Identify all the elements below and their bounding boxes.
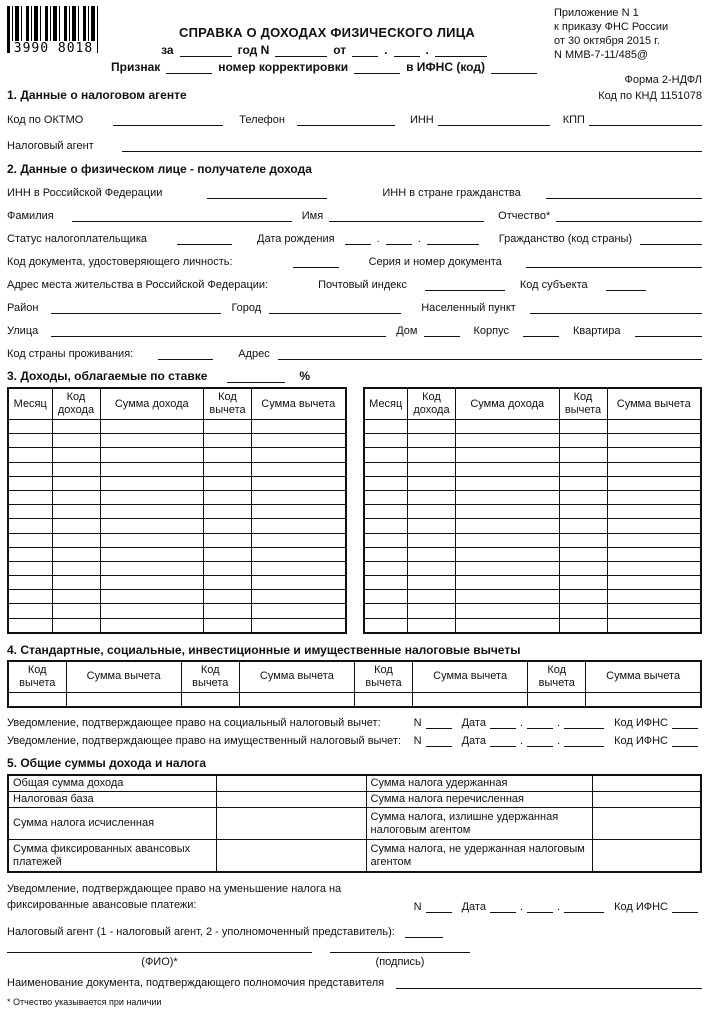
- label-percent: %: [299, 369, 311, 383]
- income-row: [8, 490, 346, 504]
- blank-doc-code: [293, 255, 339, 268]
- label-n: N: [413, 735, 422, 747]
- blank-date-y: [564, 734, 604, 747]
- income-row: [364, 533, 702, 547]
- income-row: [8, 448, 346, 462]
- notif-property-fields: [414, 734, 702, 747]
- label-n: N: [413, 717, 422, 729]
- label-patronymic: Отчество*: [498, 210, 551, 222]
- blank-building: [523, 324, 559, 337]
- row-inn: [7, 186, 702, 199]
- col-ded-code: Код вычета: [528, 661, 586, 693]
- blank-address: [278, 347, 702, 360]
- dot-2: .: [425, 43, 429, 57]
- blank-n: [426, 734, 452, 747]
- income-row: [8, 533, 346, 547]
- totals-label: Налоговая база: [8, 792, 216, 808]
- barcode: [7, 6, 100, 56]
- blank-date-y: [564, 900, 604, 913]
- notif-advance-fields: [414, 900, 702, 913]
- section3-title: 3. Доходы, облагаемые по ставке: [7, 369, 208, 383]
- row-country: [7, 347, 702, 360]
- label-date: Дата: [461, 717, 486, 729]
- label-country-code: Код страны проживания:: [7, 348, 134, 360]
- income-row: [364, 576, 702, 590]
- label-priznak: Признак: [111, 60, 161, 74]
- header: [7, 4, 702, 74]
- dot-10: .: [557, 900, 561, 913]
- label-za: за: [161, 43, 174, 57]
- label-korrekt: номер корректировки: [218, 60, 349, 74]
- income-row: [364, 476, 702, 490]
- totals-value: [216, 840, 366, 872]
- label-inn: ИНН: [409, 114, 434, 126]
- deductions-table: [7, 660, 702, 708]
- label-building: Корпус: [473, 325, 509, 337]
- blank-year2: [435, 44, 487, 57]
- income-row: [8, 505, 346, 519]
- label-oktmo: Код по ОКТМО: [7, 114, 84, 126]
- label-subject-code: Код субъекта: [519, 279, 588, 291]
- totals-label: Сумма налога перечисленная: [366, 792, 592, 808]
- blank-date-m: [527, 716, 553, 729]
- label-citizenship: Гражданство (код страны): [498, 233, 633, 245]
- col-deduct-code: Код вычета: [559, 388, 607, 420]
- label-street: Улица: [7, 325, 39, 337]
- signature-block: [330, 952, 470, 968]
- notif-advance-row: [7, 881, 702, 913]
- label-ifns-code: Код ИФНС: [614, 900, 668, 913]
- footnote: * Отчество указывается при наличии: [7, 996, 162, 1007]
- dot-8: .: [557, 735, 561, 747]
- fio-label: (ФИО)*: [141, 955, 178, 968]
- income-row: [8, 462, 346, 476]
- col-income-sum: Сумма дохода: [100, 388, 204, 420]
- income-table-left: [7, 387, 347, 634]
- annex-line-3: от 30 октября 2015 г.: [554, 35, 660, 47]
- blank-doc-name: [396, 976, 702, 989]
- income-row: [364, 462, 702, 476]
- fio-block: [7, 952, 312, 968]
- col-income-code: Код дохода: [52, 388, 100, 420]
- blank-citizenship: [640, 232, 702, 245]
- totals-label: Общая сумма дохода: [8, 775, 216, 792]
- label-ifns-code: Код ИФНС: [614, 735, 668, 747]
- blank-district: [51, 301, 221, 314]
- signature-label: (подпись): [375, 955, 425, 968]
- income-row: [8, 519, 346, 533]
- totals-row: [8, 808, 701, 840]
- page-title: СПРАВКА О ДОХОДАХ ФИЗИЧЕСКОГО ЛИЦА: [178, 25, 476, 40]
- income-row: [8, 561, 346, 575]
- col-ded-sum: Сумма вычета: [239, 661, 354, 693]
- income-row: [8, 420, 346, 434]
- income-row: [8, 618, 346, 633]
- label-doc-code: Код документа, удостоверяющего личность:: [7, 256, 233, 268]
- totals-value: [216, 792, 366, 808]
- label-status: Статус налогоплательщика: [7, 233, 148, 245]
- blank-n: [426, 900, 452, 913]
- col-deduct-code: Код вычета: [204, 388, 252, 420]
- label-postal: Почтовый индекс: [318, 279, 407, 291]
- label-ifns-code: Код ИФНС: [614, 717, 668, 729]
- notif-social-row: [7, 716, 702, 729]
- income-row: [364, 490, 702, 504]
- totals-value: [216, 808, 366, 840]
- totals-value: [592, 792, 701, 808]
- blank-doc-series: [526, 255, 702, 268]
- notif-advance-line1: Уведомление, подтверждающее право на уменьшение налога на: [7, 882, 342, 895]
- totals-value: [216, 775, 366, 792]
- agent-type-label: Налоговый агент (1 - налоговый агент, 2 - уполномоченный представитель):: [7, 925, 395, 938]
- blank-apartment: [635, 324, 702, 337]
- label-kpp: КПП: [562, 114, 585, 126]
- income-row: [8, 590, 346, 604]
- annex-line-2: к приказу ФНС России: [554, 21, 669, 33]
- blank-oktmo: [113, 113, 223, 126]
- annex-note: [554, 4, 702, 62]
- blank-inn-foreign: [546, 186, 702, 199]
- blank-n: [426, 716, 452, 729]
- row-agent-name: [7, 139, 702, 152]
- row-street: [7, 324, 702, 337]
- dot-5: .: [519, 717, 524, 729]
- blank-month: [394, 44, 420, 57]
- blank-date-d: [490, 900, 516, 913]
- blank-date-m: [527, 734, 553, 747]
- label-inn-foreign: ИНН в стране гражданства: [382, 187, 521, 199]
- col-ded-code: Код вычета: [355, 661, 413, 693]
- label-house: Дом: [396, 325, 418, 337]
- income-row: [364, 519, 702, 533]
- income-row: [8, 604, 346, 618]
- period-line: [100, 43, 554, 57]
- blank-birth-year: [427, 232, 479, 245]
- row-district: [7, 301, 702, 314]
- income-row: [8, 547, 346, 561]
- label-date: Дата: [461, 735, 486, 747]
- blank-birth-month: [386, 232, 412, 245]
- blank-surname: [72, 209, 292, 222]
- col-ded-sum: Сумма вычета: [413, 661, 528, 693]
- blank-subject-code: [606, 278, 646, 291]
- income-row: [364, 604, 702, 618]
- income-row: [8, 476, 346, 490]
- col-month: Месяц: [8, 388, 52, 420]
- blank-street: [51, 324, 386, 337]
- section2-title: 2. Данные о физическом лице - получателе дохода: [7, 162, 312, 176]
- dot-6: .: [557, 717, 561, 729]
- label-n: N: [413, 900, 422, 913]
- dot-9: .: [519, 900, 524, 913]
- totals-row: [8, 792, 701, 808]
- blank-agent: [122, 139, 702, 152]
- blank-korrekt: [354, 61, 400, 74]
- blank-ifns-code: [672, 716, 698, 729]
- agent-type-row: [7, 925, 702, 938]
- label-doc-series: Серия и номер документа: [368, 256, 502, 268]
- income-row: [364, 618, 702, 633]
- barcode-digits: 3990 8018: [13, 41, 94, 56]
- blank-year: [180, 44, 232, 57]
- section1-title: 1. Данные о налоговом агенте: [7, 88, 187, 102]
- notif-advance-line2: фиксированные авансовые платежи:: [7, 898, 197, 911]
- section5-title: 5. Общие суммы дохода и налога: [7, 756, 207, 770]
- blank-ifns-code: [672, 734, 698, 747]
- notif-advance-label: [7, 881, 414, 913]
- attrs-line: [100, 60, 554, 74]
- blank-ifns-code: [672, 900, 698, 913]
- row-address-rf: [7, 278, 702, 291]
- label-settlement: Населенный пункт: [421, 302, 516, 314]
- notif-property-label: Уведомление, подтверждающее право на имущественный налоговый вычет:: [7, 735, 402, 747]
- blank-postal: [425, 278, 505, 291]
- totals-row: [8, 840, 701, 872]
- section4-title: 4. Стандартные, социальные, инвестиционные и имущественные налоговые вычеты: [7, 642, 521, 657]
- signature-line: [330, 952, 470, 955]
- blank-kpp: [589, 113, 702, 126]
- doc-name-row: [7, 976, 702, 989]
- blank-name: [329, 209, 484, 222]
- totals-label: Сумма налога, излишне удержанная налоговым агентом: [366, 808, 592, 840]
- income-tables: [7, 387, 702, 634]
- fio-line: [7, 952, 312, 955]
- label-address-rf: Адрес места жительства в Российской Федерации:: [7, 279, 269, 291]
- totals-row: [8, 775, 701, 792]
- blank-settlement: [530, 301, 702, 314]
- label-agent: Налоговый агент: [7, 140, 94, 152]
- totals-value: [592, 840, 701, 872]
- blank-day: [352, 44, 378, 57]
- dot-1: .: [384, 43, 388, 57]
- label-date: Дата: [461, 900, 486, 913]
- income-row: [364, 448, 702, 462]
- label-god-n: год N: [237, 43, 270, 57]
- income-row: [8, 576, 346, 590]
- totals-table: [7, 774, 702, 873]
- income-table-right: [363, 387, 703, 634]
- income-row: [364, 590, 702, 604]
- notif-property-row: [7, 734, 702, 747]
- income-row: [364, 547, 702, 561]
- label-surname: Фамилия: [7, 210, 54, 222]
- dot-4: .: [417, 233, 421, 245]
- totals-label: Сумма налога удержанная: [366, 775, 592, 792]
- doc-name-label: Наименование документа, подтверждающего полномочия представителя: [7, 976, 385, 989]
- knd-code: Код по КНД 1151078: [598, 90, 702, 102]
- blank-patronymic: [556, 209, 702, 222]
- blank-rate: [227, 370, 285, 383]
- blank-agent-type: [405, 925, 443, 938]
- blank-city: [269, 301, 401, 314]
- header-center: [100, 4, 554, 74]
- label-ifns: в ИФНС (код): [406, 60, 485, 74]
- label-inn-rf: ИНН в Российской Федерации: [7, 187, 163, 199]
- blank-number: [275, 44, 327, 57]
- annex-line-1: Приложение N 1: [554, 7, 639, 19]
- row-agent-codes: [7, 113, 702, 126]
- col-deduct-sum: Сумма вычета: [607, 388, 701, 420]
- col-deduct-sum: Сумма вычета: [252, 388, 346, 420]
- blank-date-m: [527, 900, 553, 913]
- col-ded-code: Код вычета: [8, 661, 66, 693]
- form-name: Форма 2-НДФЛ: [624, 74, 702, 86]
- label-name: Имя: [301, 210, 324, 222]
- col-ded-code: Код вычета: [181, 661, 239, 693]
- signature-row: [7, 952, 702, 968]
- blank-phone: [297, 113, 395, 126]
- section3-header: [7, 369, 702, 383]
- blank-ifns: [491, 61, 537, 74]
- income-row: [364, 434, 702, 448]
- blank-date-y: [564, 716, 604, 729]
- label-district: Район: [7, 302, 39, 314]
- income-row: [364, 420, 702, 434]
- blank-date-d: [490, 716, 516, 729]
- totals-label: Сумма фиксированных авансовых платежей: [8, 840, 216, 872]
- blank-country-code: [158, 347, 213, 360]
- blank-status: [177, 232, 232, 245]
- label-address: Адрес: [238, 348, 270, 360]
- dot-7: .: [519, 735, 524, 747]
- col-month: Месяц: [364, 388, 408, 420]
- income-row: [364, 561, 702, 575]
- blank-birth-day: [345, 232, 371, 245]
- blank-inn-rf: [207, 186, 327, 199]
- blank-date-d: [490, 734, 516, 747]
- totals-label: Сумма налога исчисленная: [8, 808, 216, 840]
- col-income-code: Код дохода: [408, 388, 456, 420]
- blank-priznak: [166, 61, 212, 74]
- totals-label: Сумма налога, не удержанная налоговым агентом: [366, 840, 592, 872]
- deductions-row: [8, 692, 701, 707]
- income-row: [8, 434, 346, 448]
- label-apartment: Квартира: [572, 325, 621, 337]
- totals-value: [592, 808, 701, 840]
- label-phone: Телефон: [239, 114, 285, 126]
- notif-social-fields: [414, 716, 702, 729]
- col-ded-sum: Сумма вычета: [586, 661, 701, 693]
- row-document: [7, 255, 702, 268]
- blank-house: [424, 324, 460, 337]
- annex-line-4: N ММВ-7-11/485@: [554, 49, 649, 61]
- dot-3: .: [376, 233, 380, 245]
- notif-social-label: Уведомление, подтверждающее право на социальный налоговый вычет:: [7, 717, 381, 729]
- blank-inn: [438, 113, 550, 126]
- col-ded-sum: Сумма вычета: [66, 661, 181, 693]
- label-city: Город: [231, 302, 262, 314]
- row-status: [7, 232, 702, 245]
- row-fio: [7, 209, 702, 222]
- income-row: [364, 505, 702, 519]
- col-income-sum: Сумма дохода: [456, 388, 560, 420]
- totals-value: [592, 775, 701, 792]
- label-ot: от: [333, 43, 347, 57]
- label-birthdate: Дата рождения: [257, 233, 335, 245]
